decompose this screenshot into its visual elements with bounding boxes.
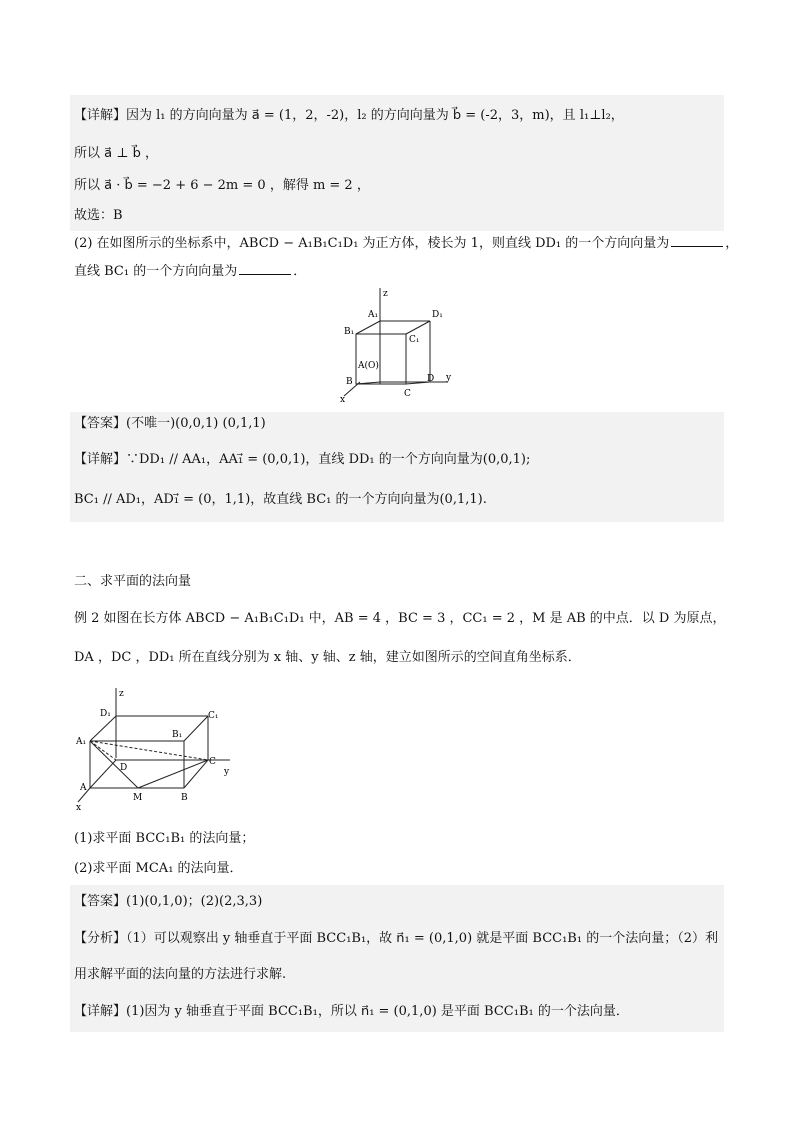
fig2-label-d1: D₁ — [100, 709, 111, 719]
fig2-label-a: A — [80, 783, 87, 793]
cuboid-figure — [72, 684, 242, 812]
fig2-label-c1: C₁ — [208, 711, 219, 721]
fig2-label-d: D — [120, 763, 128, 773]
detail-line-4: 故选：B — [74, 208, 123, 223]
detail-2-line-2: BC₁ // AD₁，AD₁⃗ = (0，1,1)，故直线 BC₁ 的一个方向向量为(0,1,1). — [74, 492, 487, 507]
fig1-label-c: C — [404, 389, 411, 399]
fig1-label-ao: A(O) — [358, 361, 379, 371]
fig1-label-d: D — [427, 374, 435, 384]
question-2-line-1: (2) 在如图所示的坐标系中，ABCD − A₁B₁C₁D₁ 为正方体，棱长为 1，则直线 DD₁ 的一个方向向量为 ， — [74, 232, 738, 254]
answer-line: 【答案】(不唯一)(0,0,1) (0,1,1) — [74, 416, 266, 431]
fig2-label-b1: B₁ — [172, 730, 183, 740]
fig2-label-x: x — [76, 803, 82, 812]
example-2-line-1: 例 2 如图在长方体 ABCD − A₁B₁C₁D₁ 中，AB = 4 ，BC = 3 ，CC₁ = 2 ，M 是 AB 的中点．以 D 为原点， — [74, 611, 726, 626]
fig2-label-z: z — [119, 689, 124, 699]
example-2-line-2: DA ，DC ，DD₁ 所在直线分别为 x 轴、y 轴、z 轴，建立如图所示的空间直角坐标系． — [74, 650, 581, 665]
detail-line-1: 【详解】因为 l₁ 的方向向量为 a⃗ = (1，2，-2)，l₂ 的方向向量为 b⃗ = (-2，3，m)，且 l₁⊥l₂， — [74, 108, 624, 123]
fig1-label-c1: C₁ — [409, 335, 420, 345]
fig1-label-a1: A₁ — [368, 310, 379, 320]
fig1-label-b: B — [346, 377, 353, 387]
fig1-label-b1: B₁ — [344, 327, 355, 337]
sub-question-1: (1)求平面 BCC₁B₁ 的法向量； — [74, 831, 255, 846]
fig2-label-b: B — [181, 793, 188, 803]
analysis-line-2: 用求解平面的法向量的方法进行求解. — [74, 967, 287, 982]
detail-3-line: 【详解】(1)因为 y 轴垂直于平面 BCC₁B₁，所以 n⃗₁ = (0,1,0) 是平面 BCC₁B₁ 的一个法向量． — [74, 1004, 629, 1019]
answer-3-line: 【答案】(1)(0,1,0)；(2)(2,3,3) — [74, 894, 263, 909]
section-title: 二、求平面的法向量 — [74, 574, 192, 589]
answer-blank-1[interactable] — [671, 232, 723, 247]
fig2-label-m: M — [133, 793, 143, 803]
fig1-label-y: y — [446, 373, 452, 383]
analysis-line-1: 【分析】（1）可以观察出 y 轴垂直于平面 BCC₁B₁，故 n⃗₁ = (0,1,0) 就是平面 BCC₁B₁ 的一个法向量；（2）利 — [74, 931, 718, 946]
fig2-label-y: y — [224, 767, 230, 777]
question-2-line-2: 直线 BC₁ 的一个方向向量为 ． — [74, 260, 306, 282]
fig2-label-a1: A₁ — [76, 737, 87, 747]
fig1-label-z: z — [383, 289, 388, 299]
fig1-label-d1: D₁ — [432, 310, 443, 320]
fig1-label-x: x — [340, 395, 346, 404]
detail-2-line-1: 【详解】∵DD₁ // AA₁，AA₁⃗ = (0,0,1)，直线 DD₁ 的一个方向向量为(0,0,1); — [74, 452, 531, 467]
detail-line-2: 所以 a⃗ ⊥ b⃗ ， — [74, 146, 158, 161]
detail-line-3: 所以 a⃗ · b⃗ = −2 + 6 − 2m = 0 ，解得 m = 2 ， — [74, 178, 370, 193]
fig2-label-c: C — [209, 757, 216, 767]
cube-figure — [330, 284, 460, 404]
answer-blank-2[interactable] — [239, 260, 291, 275]
sub-question-2: (2)求平面 MCA₁ 的法向量． — [74, 861, 243, 876]
